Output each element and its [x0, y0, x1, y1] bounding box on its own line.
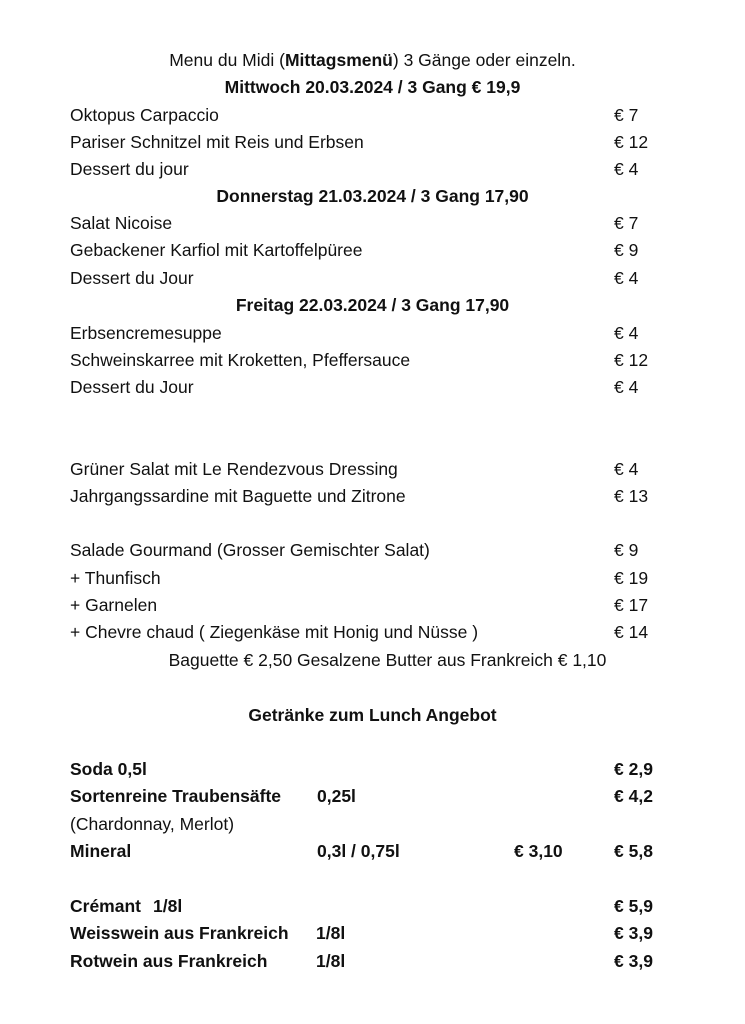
menu-item: Gebackener Karfiol mit Kartoffelpüree € 9 — [70, 240, 639, 260]
drink-note: (Chardonnay, Merlot) — [70, 814, 235, 834]
drink-item: Weisswein aus Frankreich 1/8l € 3,9 — [70, 923, 653, 943]
menu-title: Menu du Midi (Mittagsmenü) 3 Gänge oder einzeln. — [169, 50, 576, 70]
menu-item: Schweinskarree mit Kroketten, Pfeffersauce € 12 — [70, 350, 649, 370]
menu-item: Dessert du Jour € 4 — [70, 377, 639, 397]
menu-item: Grüner Salat mit Le Rendezvous Dressing € 4 — [70, 459, 639, 479]
baguette-line: Baguette € 2,50 Gesalzene Butter aus Frankreich € 1,10 — [168, 650, 607, 670]
day-heading: Freitag 22.03.2024 / 3 Gang 17,90 — [235, 295, 510, 315]
menu-item: + Chevre chaud ( Ziegenkäse mit Honig und Nüsse ) € 14 — [70, 622, 649, 642]
drink-item: Soda 0,5l € 2,9 — [70, 759, 653, 779]
menu-item: Jahrgangssardine mit Baguette und Zitrone € 13 — [70, 486, 649, 506]
menu-item: Oktopus Carpaccio € 7 — [70, 105, 639, 125]
day-heading: Mittwoch 20.03.2024 / 3 Gang € 19,9 — [224, 77, 521, 97]
drinks-heading: Getränke zum Lunch Angebot — [248, 705, 497, 725]
menu-item: + Thunfisch € 19 — [70, 568, 649, 588]
drink-item: Crémant 1/8l € 5,9 — [70, 896, 653, 916]
menu-item: Pariser Schnitzel mit Reis und Erbsen € 12 — [70, 132, 649, 152]
day-heading: Donnerstag 21.03.2024 / 3 Gang 17,90 — [216, 186, 529, 206]
menu-item: Erbsencremesuppe € 4 — [70, 323, 639, 343]
drink-item: Rotwein aus Frankreich 1/8l € 3,9 — [70, 951, 653, 971]
menu-item: Salade Gourmand (Grosser Gemischter Salat) € 9 — [70, 540, 639, 560]
menu-item: Dessert du jour € 4 — [70, 159, 639, 179]
drink-item: Mineral 0,3l / 0,75l € 3,10 € 5,8 — [70, 841, 653, 861]
menu-item: Dessert du Jour € 4 — [70, 268, 639, 288]
menu-item: + Garnelen € 17 — [70, 595, 649, 615]
drink-item: Sortenreine Traubensäfte 0,25l € 4,2 — [70, 786, 653, 806]
menu-item: Salat Nicoise € 7 — [70, 213, 639, 233]
